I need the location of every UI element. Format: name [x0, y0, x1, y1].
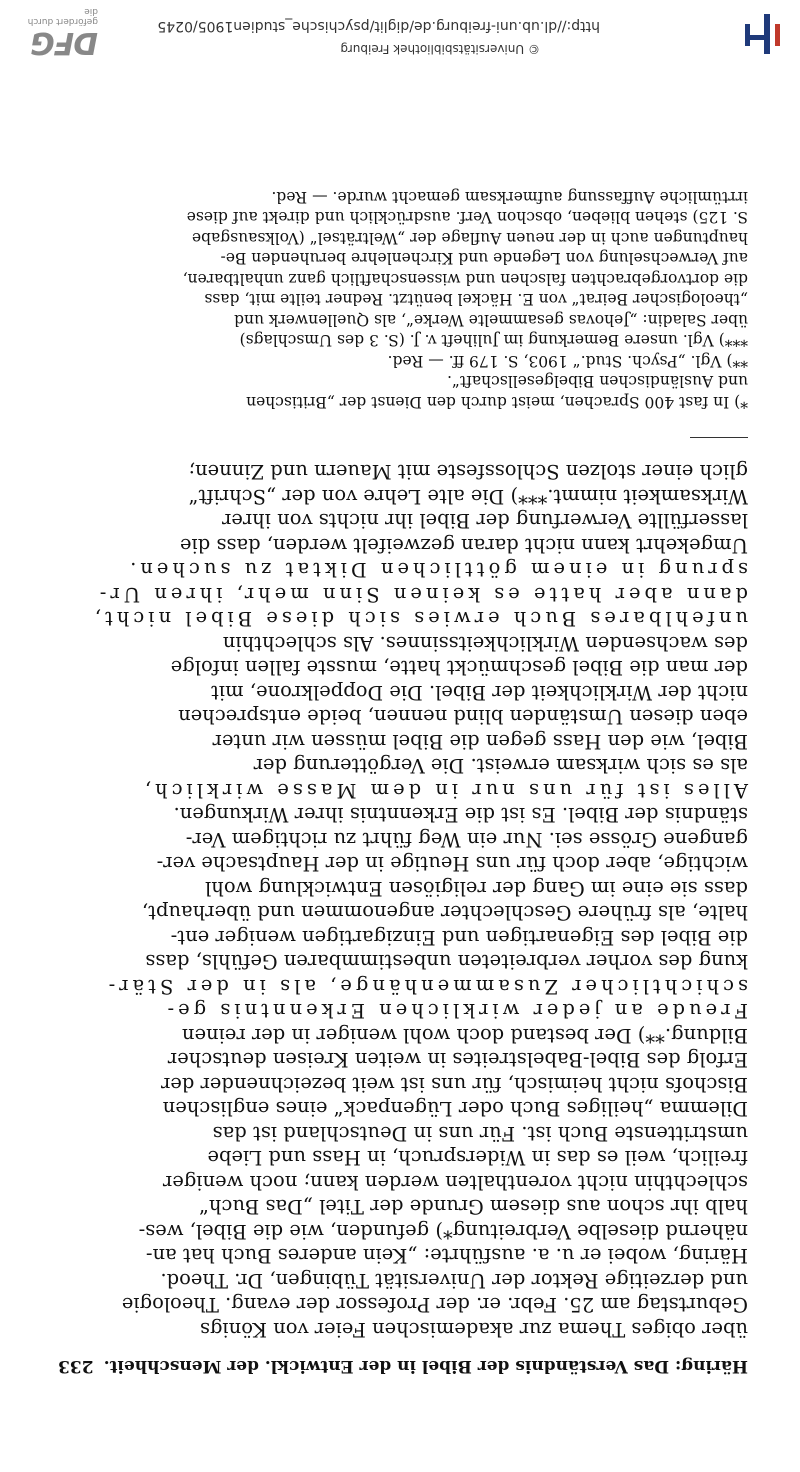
text-line: dann aber hatte es keinen Sinn mehr, ihren Ur-	[95, 583, 748, 606]
text-line: lasserfüllte Verwerfung der Bibel ihr nichts von ihrer	[222, 509, 748, 533]
footnote-line: die dortvorgebrachten falschen und wissenschaftlich ganz unhaltbaren,	[182, 270, 748, 288]
text-line: Häring, wobei er u. a. ausführte: „Kein anderes Buch hat an-	[145, 1244, 748, 1268]
source-url[interactable]: http://dl.ub.uni-freiburg.de/diglit/psychische_studien1905/0245	[157, 18, 600, 34]
text-line: nicht der Wirklichkeit der Bibel. Die Doppelkrone, mit	[211, 681, 748, 704]
text-line: nähernd dieselbe Verbreitung*) gefunden, wie die Bibel, wes-	[138, 1220, 748, 1243]
text-line: schichtlicher Zusammenhänge, als in der Stär-	[104, 975, 748, 998]
text-line: sprung in einem göttlichen Diktat zu suchen.	[126, 558, 748, 582]
footnote-line: auf Verwechselung von Legende und Kirchenlehre beruhenden Be-	[220, 249, 748, 268]
footnote-line: irrtümliche Auffassung aufmerksam gemacht wurde. — Red.	[271, 188, 748, 206]
text-line: Erfolg des Bibel-Babelstreites in weiten Kreisen deutscher	[167, 1048, 748, 1072]
text-line: schlechthin nicht vorenthalten werden kann; noch weniger	[162, 1171, 748, 1194]
library-footer	[0, 0, 800, 68]
text-line: Bildung.**) Der bestand doch wohl weniger in der reinen	[181, 1024, 748, 1047]
footnote-line: *) In fast 400 Sprachen, meist durch den Dienst der „Britischen	[246, 393, 748, 411]
footnote-rule	[690, 437, 748, 438]
footnote-line: ***) Vgl. unsere Bemerkung im Juliheft v. J. (S. 3 des Umschlags)	[239, 331, 748, 350]
text-line: halte, als frühere Geschlechter angenommen und überhaupt,	[141, 901, 748, 925]
main-text	[58, 459, 748, 1341]
footnote-line: **) Vgl. „Psych. Stud.“ 1903, S. 179 ff. — Red.	[387, 352, 748, 370]
text-line: wichtige, aber doch für uns Heutige in der Hauptsache ver-	[156, 852, 748, 876]
dfg-logo	[18, 6, 98, 58]
text-line: über obiges Thema zur akademischen Feier von Königs	[199, 1318, 748, 1341]
text-line: als es sich wirksam erweist. Die Vergötterung der	[253, 754, 748, 778]
footnote-line: über Saladin: „Jehovas gesammelte Werke“, als Quellenwerk und	[234, 311, 748, 329]
footnote-line: „theologischer Beirat“ von E. Häckel benützt. Redner teilte mit, dass	[204, 290, 748, 309]
text-line: die Bibel des Eigenartigen und Einzigartigen weniger ent-	[170, 926, 748, 949]
text-line: halb ihr schon aus diesem Grunde der Titel „Das Buch“	[198, 1195, 748, 1219]
text-line: und derzeitige Rektor der Universität Tübingen, Dr. Theod.	[160, 1269, 748, 1292]
text-line: Freude an jeder wirklichen Erkenntnis ge-	[163, 999, 748, 1023]
text-line: gangene Grösse sei. Nur ein Weg führt zu richtigem Ver-	[185, 828, 748, 851]
text-line: Bischofs nicht heimisch, für uns ist weit bezeichnender der	[161, 1073, 748, 1096]
dfg-logo-text: DFG	[30, 25, 98, 60]
text-line: der man die Bibel geschmückt hatte, musste fallen infolge	[170, 656, 748, 680]
text-line: Geburtstag am 25. Febr. er. der Professor der evang. Theologie	[121, 1293, 748, 1317]
running-header	[58, 1356, 748, 1376]
text-line: Alles ist für uns nur in dem Masse wirklich,	[140, 779, 748, 802]
text-line: unfehlbares Buch erwies sich diese Bibel nicht,	[90, 607, 748, 631]
footnote-line: und Ausländischen Bibelgesellschaft“.	[447, 372, 748, 391]
ub-freiburg-logo-icon	[744, 14, 780, 54]
copyright-notice: © Universitätsbibliothek Freiburg	[340, 42, 540, 56]
text-line: eben diesen Umständen blind nennen, beide entsprechen	[178, 705, 748, 729]
footnote-line: hauptungen auch in der neuen Auflage der „Welträtsel“ (Volksausgabe	[191, 229, 748, 247]
text-line: Dilemma „heiliges Buch oder Lügenpack“ eines englischen	[162, 1097, 748, 1121]
text-line: dass sie eine im Gang der religiösen Entwicklung wohl	[205, 877, 748, 900]
text-line: kung des vorher verbreiteten unbestimmbaren Gefühls, dass	[145, 950, 748, 974]
page-number: 233	[58, 1356, 94, 1376]
footnote-line: S. 125) stehen blieben, obschon Verf. ausdrücklich und direkt auf diese	[186, 208, 748, 227]
running-title: Häring: Das Verständnis der Bibel in der Entwickl. der Menschheit.	[103, 1356, 748, 1376]
text-line: glich einer stolzen Schlossfeste mit Mauern und Zinnen;	[188, 460, 748, 484]
text-line: Wirksamkeit nimmt.***) Die alte Lehre von der „Schrift“	[188, 485, 748, 508]
dfg-tagline: gefördert durch die	[27, 6, 98, 26]
text-line: freilich, weil es das in Widerspruch, in Hass und Liebe	[207, 1146, 748, 1170]
text-line: umstrittenste Buch ist. Für uns in Deutschland ist das	[212, 1122, 748, 1145]
footnotes	[58, 187, 748, 413]
text-line: Umgekehrt kann nicht daran gezweifelt werden, dass die	[179, 534, 748, 557]
text-line: des wachsenden Wirklichkeitssinnes. Als schlechthin	[222, 632, 748, 655]
text-line: ständnis der Bibel. Es ist die Erkenntnis ihrer Wirkungen.	[173, 803, 748, 827]
text-line: Bibel, wie den Hass gegen die Bibel müssen wir unter	[212, 730, 748, 753]
